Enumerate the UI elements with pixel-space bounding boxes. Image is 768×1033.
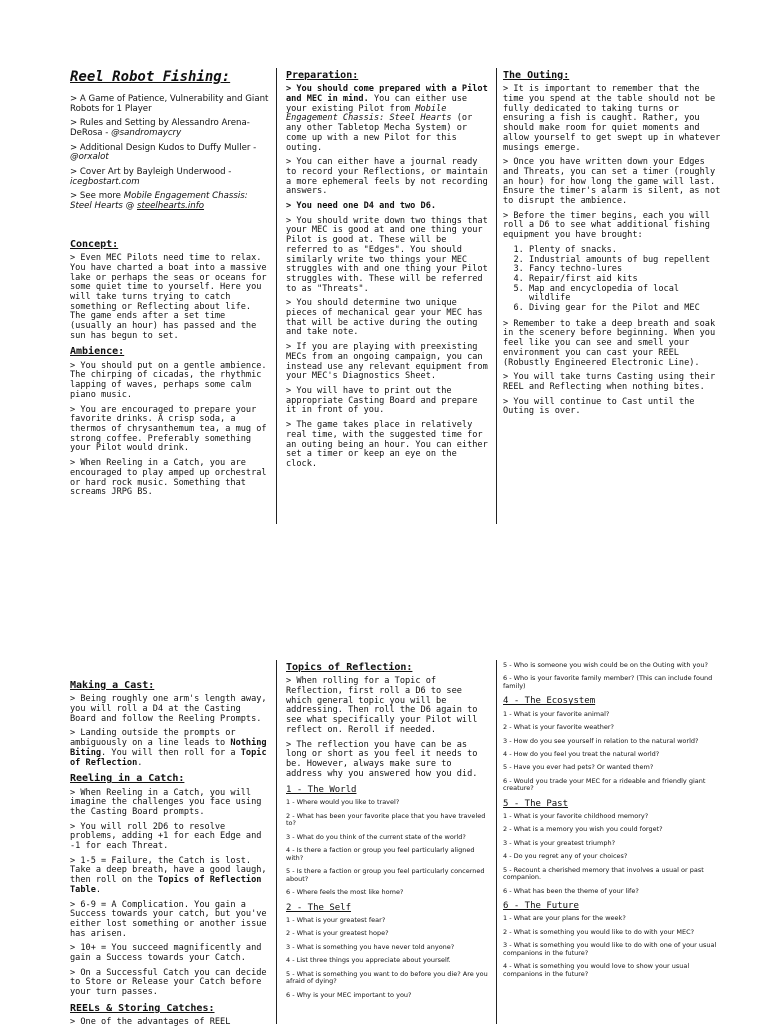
topic-heading-ecosystem: 4 - The Ecosystem: [503, 696, 596, 707]
topic-prompt: 3 - What is something you would like to do with one of your usual companions in the future?: [503, 941, 717, 957]
preparation-paragraph: > You should determine two unique pieces of mechanical gear your MEC has that will be active during the outing and take note.: [286, 298, 483, 338]
casting-paragraph: [70, 729, 270, 768]
intro-text: @: [122, 201, 137, 212]
casting-paragraph: > Being roughly one arm's length away, you will roll a D4 at the Casting Board and follow the Reeling Prompts.: [70, 694, 267, 724]
body-text: You can either use your existing Pilot from: [286, 94, 468, 114]
topic-prompt: 6 - Would you trade your MEC for a rideable and friendly giant creature?: [503, 776, 706, 793]
outing-paragraph: > Before the timer begins, each you will roll a D6 to see what additional fishing equipment you have brought:: [503, 210, 710, 241]
intro-column: [70, 70, 270, 503]
equipment-item: 6. Diving gear for the Pilot and MEC: [529, 304, 723, 314]
topic-list-ecosystem: [503, 711, 723, 793]
preparation-paragraph: > You will have to print out the appropriate Casting Board and prepare it in front of you.: [286, 385, 478, 416]
topic-prompt: 5 - Is there a faction or group you feel particularly concerned about?: [286, 867, 485, 883]
intro-line: [70, 168, 270, 187]
topic-prompt: 6 - Who is your favorite family member? (This can include found family): [503, 674, 713, 690]
preparation-paragraph: [286, 85, 490, 153]
reels-storing-heading: REELs & Storing Catches:: [70, 1002, 215, 1014]
topic-prompt: 3 - What is your greatest triumph?: [503, 838, 616, 847]
outing-paragraph: > Remember to take a deep breath and soak in the scenery before beginning. When you feel like you can see and smell your environment you can cast your REEL (Robustly Engineered Electronic Line).: [503, 318, 716, 368]
body-text: .: [95, 884, 102, 895]
bold-term: Nothing Biting: [70, 738, 267, 758]
topic-prompt: 6 - Where feels the most like home?: [286, 888, 404, 897]
reeling-paragraph: > 6-9 = A Complication. You gain a Success towards your catch, but you've either lost something or another issue has arisen.: [70, 899, 267, 939]
concept-text: > Even MEC Pilots need time to relax. You have charted a boat into a massive lake or perhaps the seas or oceans for some quiet time to yourself. Here you will take turns trying to catch something or Reflecting about life. The game ends after a set time (usually an hour) has passed and the sun has begun to set.: [70, 253, 267, 341]
topic-prompt: 4 - Is there a faction or group you feel particularly aligned with?: [286, 846, 475, 862]
designer-handle: @orxalot: [70, 152, 109, 163]
topic-prompt: 2 - What is your greatest hope?: [286, 929, 389, 938]
reflection-column-continued: [503, 662, 723, 984]
column-divider: [276, 68, 277, 524]
game-title: Mobile Engagement Chassis: Steel Hearts: [286, 103, 452, 124]
intro-line: > A Game of Patience, Vulnerability and Giant Robots for 1 Player: [70, 93, 269, 114]
topic-heading-world: 1 - The World: [286, 785, 357, 796]
topic-prompt: 4 - What is something you would love to show your usual companions in the future?: [503, 962, 690, 978]
body-text: .: [137, 757, 143, 768]
website-link[interactable]: steelhearts.info: [136, 201, 205, 212]
topic-heading-future: 6 - The Future: [503, 901, 579, 912]
bold-term: Topics of Reflection Table: [70, 875, 262, 895]
topic-prompt: 1 - What are your plans for the week?: [503, 914, 626, 923]
body-text: > 1-5 = Failure, the Catch is lost. Take a deep breath, have a good laugh, then roll on the: [70, 855, 267, 886]
preparation-paragraph: > You should write down two things that your MEC is good at and one thing your Pilot is good at. These will be referred to as "Edges". You should similarly write two things your MEC struggles with and one thing your Pilot struggles with. These will be referred to as "Threats".: [286, 215, 488, 294]
reflection-paragraph: > The reflection you have can be as long or short as you feel it needs to be. However, always make sure to address why you answered how you did.: [286, 739, 478, 779]
ambience-paragraph: > You are encouraged to prepare your favorite drinks. A crisp soda, a thermos of chrysanthemum tea, a mug of strong coffee. Preferably something your Pilot would drink.: [70, 404, 267, 454]
preparation-heading: Preparation:: [286, 70, 359, 81]
making-cast-heading: Making a Cast:: [70, 680, 155, 691]
topic-prompt: 3 - What is something you have never told anyone?: [286, 942, 455, 951]
topic-prompt: 4 - How do you feel you treat the natural world?: [503, 749, 660, 758]
reflection-column: [286, 662, 490, 1005]
reeling-paragraph: > 10+ = You succeed magnificently and gain a Success towards your Catch.: [70, 943, 262, 964]
topic-heading-past: 5 - The Past: [503, 798, 569, 809]
reeling-paragraph: > On a Successful Catch you can decide to Store or Release your Catch before your turn passes.: [70, 967, 267, 998]
reeling-paragraph: > You will roll 2D6 to resolve problems, adding +1 for each Edge and -1 for each Threat.: [70, 821, 262, 852]
topic-prompt: 4 - List three things you appreciate about yourself.: [286, 956, 451, 965]
document-title: Reel Robot Fishing:: [70, 69, 231, 85]
preparation-paragraph: > If you are playing with preexisting MECs from an ongoing campaign, you can instead use any relevant equipment from your MEC's Diagnostics Sheet.: [286, 342, 488, 382]
outing-column: [503, 70, 723, 422]
artist-link[interactable]: icegbostart.com: [70, 176, 140, 187]
bold-text: > You should come prepared with a Pilot and MEC in mind.: [286, 84, 488, 104]
topic-list-future: [503, 915, 723, 978]
reels-paragraph: > One of the advantages of REEL: [70, 1017, 231, 1028]
topic-prompt: 2 - What is something you would like to do with your MEC?: [503, 927, 695, 936]
dice-requirement: > You need one D4 and two D6.: [286, 201, 437, 212]
intro-line: [70, 192, 270, 211]
topic-prompt: 4 - Do you regret any of your choices?: [503, 852, 628, 861]
topic-prompt: 6 - Why is your MEC important to you?: [286, 990, 412, 999]
body-text: > Landing outside the prompts or ambiguously on a line leads to: [70, 728, 236, 749]
equipment-item: 4. Repair/first aid kits: [529, 275, 723, 285]
topic-prompt: 2 - What is a memory you wish you could forget?: [503, 825, 663, 834]
body-text: (or any other Tabletop Mecha System) or come up with a new Pilot for this outing.: [286, 113, 473, 153]
outing-paragraph: > You will continue to Cast until the Outing is over.: [503, 396, 695, 417]
intro-text: > Cover Art by Bayleigh Underwood -: [70, 167, 232, 178]
game-title: Mobile Engagement Chassis: Steel Hearts: [70, 191, 248, 212]
topic-prompt: 3 - How do you see yourself in relation to the natural world?: [503, 736, 699, 745]
topic-list-others-tail: [503, 662, 723, 690]
ambience-paragraph: > When Reeling in a Catch, you are encouraged to play amped up orchestral or hard rock music. Something that screams JRPG BS.: [70, 458, 267, 498]
ambience-heading: Ambience:: [70, 346, 125, 358]
outing-paragraph: > Once you have written down your Edges and Threats, you can set a timer (roughly an hour) for how long the game will last. Ensure the timer's alarm is silent, as not to disrupt the ambience.: [503, 157, 721, 207]
preparation-column: [286, 70, 490, 475]
outing-paragraph: > You will take turns Casting using their REEL and Reflecting when nothing bites.: [503, 372, 716, 392]
intro-line: [70, 119, 270, 138]
author-handle: @sandromaycry: [111, 127, 182, 138]
topic-prompt: 6 - What has been the theme of your life?: [503, 886, 639, 895]
preparation-paragraph: > The game takes place in relatively real time, with the suggested time for an outing being an hour. You can either set a timer or keep an eye on the clock.: [286, 420, 488, 469]
topic-heading-self: 2 - The Self: [286, 902, 352, 913]
concept-heading: Concept:: [70, 238, 119, 250]
topic-prompt: 2 - What is your favorite weather?: [503, 723, 614, 732]
bold-term: Topic of Reflection: [70, 747, 267, 768]
topic-prompt: 5 - Have you ever had pets? Or wanted them?: [503, 763, 654, 772]
equipment-item: 5. Map and encyclopedia of local wildlife: [529, 285, 723, 304]
equipment-item: 2. Industrial amounts of bug repellent: [529, 256, 723, 266]
topic-prompt: 2 - What has been your favorite place that you have traveled to?: [286, 811, 486, 828]
column-divider: [496, 68, 497, 524]
intro-line: [70, 144, 270, 163]
intro-text: > Additional Design Kudos to Duffy Muller -: [70, 142, 257, 153]
casting-column: [70, 680, 270, 1033]
topic-prompt: 1 - What is your greatest fear?: [286, 915, 386, 924]
topic-prompt: 1 - What is your favorite childhood memory?: [503, 812, 649, 820]
reflection-paragraph: > When rolling for a Topic of Reflection, first roll a D6 to see which general topic you will be addressing. Then roll the D6 again to see what specifically your Pilot will reflect on. Reroll if needed.: [286, 676, 478, 735]
intro-text: > See more: [70, 191, 124, 202]
topic-prompt: 3 - What do you think of the current state of the world?: [286, 832, 466, 841]
topic-list-self: [286, 917, 490, 999]
outing-paragraph: > It is important to remember that the time you spend at the table should not be fully dedicated to taking turns or ensuring a fish is caught. Rather, you should make room for quiet moments and allow yourself to get swept up in whatever musings emerge.: [503, 84, 721, 153]
body-text: . You will then roll for a: [101, 747, 241, 758]
topic-prompt: 1 - Where would you like to travel?: [286, 798, 400, 807]
preparation-paragraph: > You can either have a journal ready to record your Reflections, or maintain a more ephemeral feels by not recording answers.: [286, 157, 488, 197]
reflection-heading: Topics of Reflection:: [286, 662, 413, 673]
topic-prompt: 5 - What is something you want to do before you die? Are you afraid of dying?: [286, 969, 488, 986]
topic-list-world: [286, 799, 490, 896]
ambience-paragraph: > You should put on a gentle ambience. The chirping of cicadas, the rhythmic lapping of waves, perhaps some calm piano music.: [70, 360, 267, 400]
reeling-heading: Reeling in a Catch:: [70, 773, 185, 785]
equipment-list: [503, 246, 723, 314]
column-divider: [496, 660, 497, 1024]
equipment-item: 3. Fancy techno-lures: [529, 265, 723, 275]
reeling-paragraph: > When Reeling in a Catch, you will imagine the challenges you face using the Casting Board prompts.: [70, 787, 262, 817]
topic-prompt: 5 - Who is someone you wish could be on the Outing with you?: [503, 661, 708, 669]
topic-prompt: 5 - Recount a cherished memory that involves a usual or past companion.: [503, 865, 704, 882]
topic-list-past: [503, 813, 723, 895]
reeling-paragraph: [70, 857, 270, 896]
topic-prompt: 1 - What is your favorite animal?: [503, 709, 610, 718]
column-divider: [276, 660, 277, 1024]
outing-heading: The Outing:: [503, 70, 570, 81]
intro-text: > Rules and Setting by Alessandro Arena-DeRosa -: [70, 118, 250, 138]
equipment-item: 1. Plenty of snacks.: [529, 246, 723, 256]
